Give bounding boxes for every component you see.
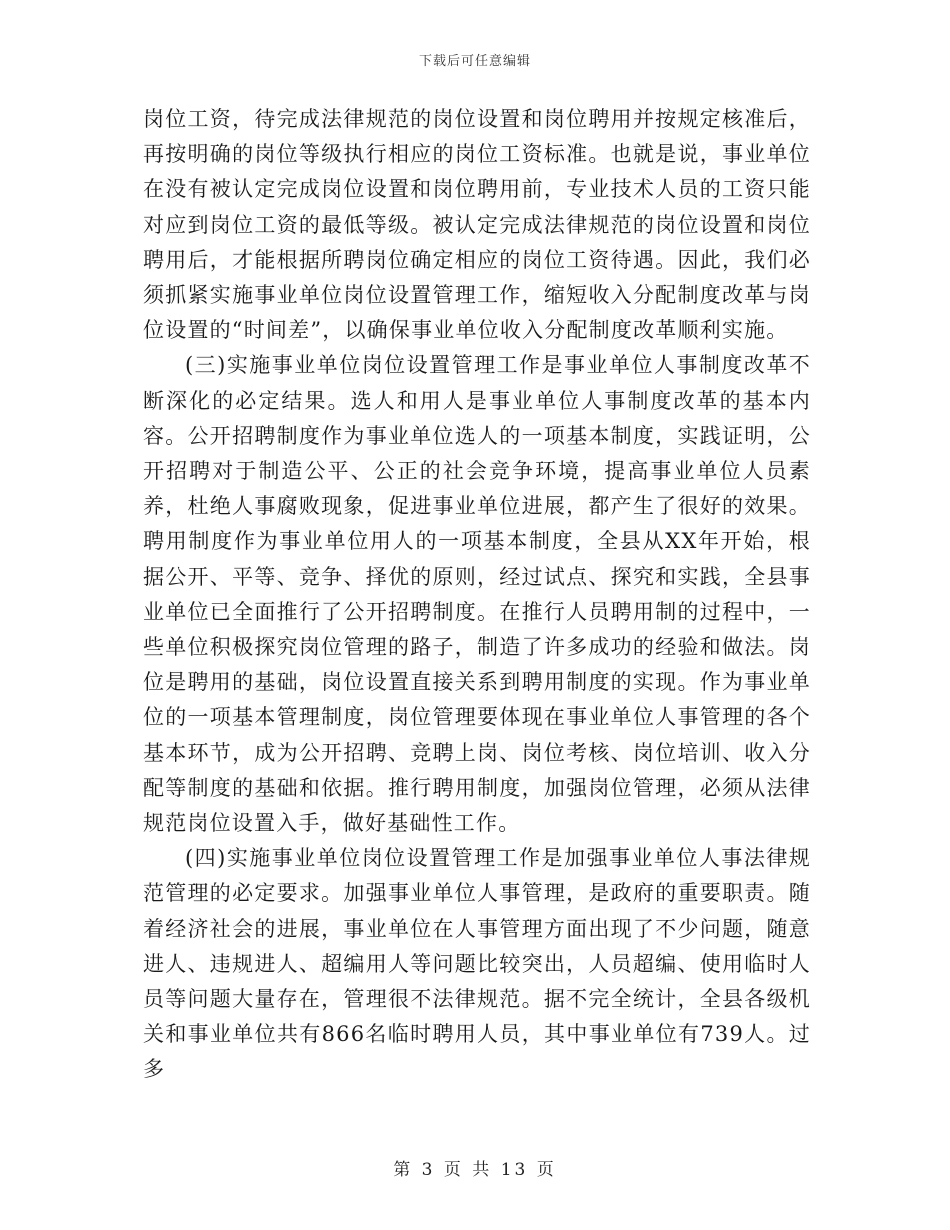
paragraph-2: (三)实施事业单位岗位设置管理工作是事业单位人事制度改革不断深化的必定结果。选人和用人是事业单位人事制度改革的基本内容。公开招聘制度作为事业单位选人的一项基本制度，实践证明，公开招聘对于制造公平、公正的社会竞争环境，提高事业单位人员素养，杜绝人事腐败现象，促进事业单位进展，都产生了很好的效果。聘用制度作为事业单位用人的一项基本制度，全县从XX年开始，根据公开、平等、竞争、择优的原则，经过试点、探究和实践，全县事业单位已全面推行了公开招聘制度。在推行人员聘用制的过程中，一些单位积极探究岗位管理的路子，制造了许多成功的经验和做法。岗位是聘用的基础，岗位设置直接关系到聘用制度的实现。作为事业单位的一项基本管理制度，岗位管理要体现在事业单位人事管理的各个基本环节，成为公开招聘、竞聘上岗、岗位考核、岗位培训、收入分配等制度的基础和依据。推行聘用制度，加强岗位管理，必须从法律规范岗位设置入手，做好基础性工作。 <box>143 353 811 836</box>
page-number: 第 3 页 共 13 页 <box>393 1160 557 1180</box>
document-body <box>143 102 811 1088</box>
paragraph-3: (四)实施事业单位岗位设置管理工作是加强事业单位人事法律规范管理的必定要求。加强事业单位人事管理，是政府的重要职责。随着经济社会的进展，事业单位在人事管理方面出现了不少问题，随意进人、违规进人、超编用人等问题比较突出，人员超编、使用临时人员等问题大量存在，管理很不法律规范。据不完全统计，全县各级机关和事业单位共有866名临时聘用人员，其中事业单位有739人。过多 <box>143 846 811 1082</box>
page-header-note: 下载后可任意编辑 <box>418 54 531 69</box>
paragraph-1: 岗位工资，待完成法律规范的岗位设置和岗位聘用并按规定核准后，再按明确的岗位等级执行相应的岗位工资标准。也就是说，事业单位在没有被认定完成岗位设置和岗位聘用前，专业技术人员的工资只能对应到岗位工资的最低等级。被认定完成法律规范的岗位设置和岗位聘用后，才能根据所聘岗位确定相应的岗位工资待遇。因此，我们必须抓紧实施事业单位岗位设置管理工作，缩短收入分配制度改革与岗位设置的“时间差”，以确保事业单位收入分配制度改革顺利实施。 <box>143 107 811 343</box>
